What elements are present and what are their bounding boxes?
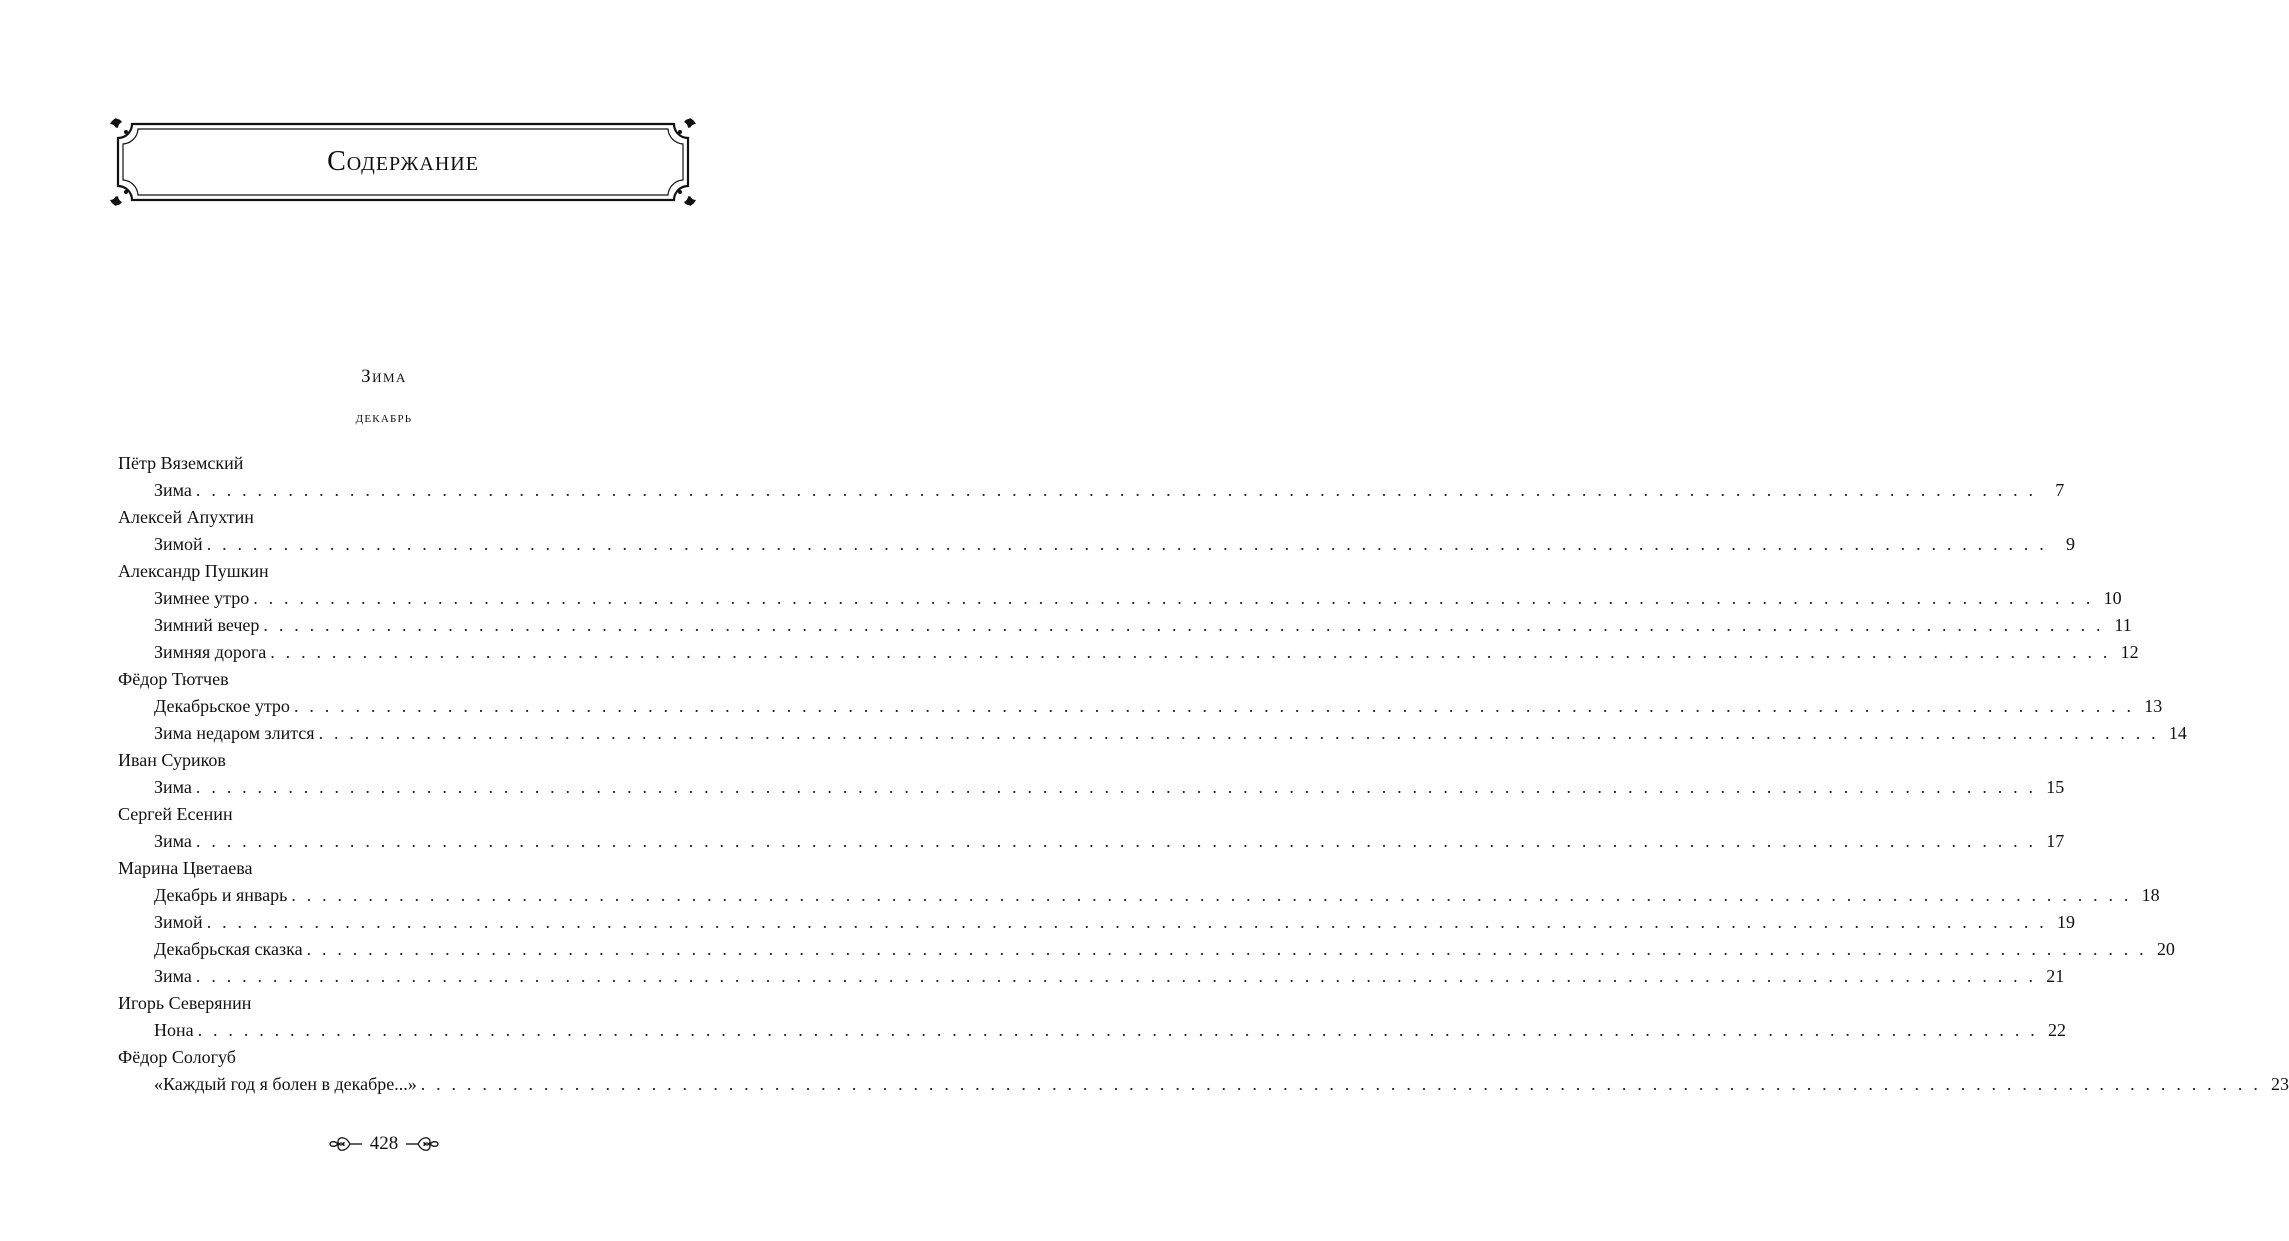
toc-entry-page: 18 [2141,885,2160,905]
right-flourish-icon [404,1133,440,1155]
toc-entry[interactable] [118,936,2175,963]
toc-entry-page: 12 [2120,642,2139,662]
toc-entry[interactable] [118,720,2187,747]
dot-leader: . . . . . . . . . . . . . . . . . . . . . . . . . . . . . . . . . . . . . . . . . . . . . . . . . . . . . . . . . . . . . . . . . . . . . . . . . . . . . . . . . . . . . . . . . . . . . . . . . . . . . . . . . . . . . . . . . . . . . . . . [206,534,2047,554]
dot-leader: . . . . . . . . . . . . . . . . . . . . . . . . . . . . . . . . . . . . . . . . . . . . . . . . . . . . . . . . . . . . . . . . . . . . . . . . . . . . . . . . . . . . . . . . . . . . . . . . . . . . . . . . . . . . . . . . . . . . . . . . [270,642,2111,662]
toc-entry-page: 17 [2046,831,2065,851]
dot-leader: . . . . . . . . . . . . . . . . . . . . . . . . . . . . . . . . . . . . . . . . . . . . . . . . . . . . . . . . . . . . . . . . . . . . . . . . . . . . . . . . . . . . . . . . . . . . . . . . . . . . . . . . . . . . . . . . . . . . . . . . [306,939,2147,959]
toc-author: Фёдор Сологуб [118,1047,236,1067]
dot-leader: . . . . . . . . . . . . . . . . . . . . . . . . . . . . . . . . . . . . . . . . . . . . . . . . . . . . . . . . . . . . . . . . . . . . . . . . . . . . . . . . . . . . . . . . . . . . . . . . . . . . . . . . . . . . . . . . . . . . . . . . [253,588,2094,608]
table-of-contents [118,450,2289,1098]
toc-entry[interactable] [118,639,2139,666]
page-number: 428 [369,1133,399,1154]
toc-entry-page: 11 [2114,615,2132,635]
toc-author: Игорь Северянин [118,993,252,1013]
toc-entry-title: Зима [154,777,192,797]
toc-entry-page: 19 [2057,912,2075,932]
toc-author: Александр Пушкин [118,561,269,581]
toc-entry-title: «Каждый год я болен в декабре...» [154,1074,417,1094]
toc-entry[interactable] [118,531,2075,558]
toc-entry-title: Декабрьская сказка [154,939,303,959]
toc-entry-page: 22 [2047,1020,2066,1040]
dot-leader: . . . . . . . . . . . . . . . . . . . . . . . . . . . . . . . . . . . . . . . . . . . . . . . . . . . . . . . . . . . . . . . . . . . . . . . . . . . . . . . . . . . . . . . . . . . . . . . . . . . . . . . . . . . . . . . . . . . . . . . . [195,966,2037,986]
toc-author: Иван Суриков [118,750,226,770]
toc-entry[interactable] [118,882,2160,909]
dot-leader: . . . . . . . . . . . . . . . . . . . . . . . . . . . . . . . . . . . . . . . . . . . . . . . . . . . . . . . . . . . . . . . . . . . . . . . . . . . . . . . . . . . . . . . . . . . . . . . . . . . . . . . . . . . . . . . . . . . . . . . . [197,1020,2038,1040]
toc-entry-title: Декабрь и январь [154,885,288,905]
toc-entry-title: Зима [154,966,192,986]
section-title: Зима [361,366,407,387]
page-title: Содержание [327,146,479,177]
toc-entry-title: Зимнее утро [154,588,250,608]
toc-author: Марина Цветаева [118,858,253,878]
toc-entry[interactable] [118,1017,2066,1044]
dot-leader: . . . . . . . . . . . . . . . . . . . . . . . . . . . . . . . . . . . . . . . . . . . . . . . . . . . . . . . . . . . . . . . . . . . . . . . . . . . . . . . . . . . . . . . . . . . . . . . . . . . . . . . . . . . . . . . . . . . . . . . . [195,480,2037,500]
toc-entry[interactable] [118,1071,2289,1098]
toc-entry-title: Нона [154,1020,194,1040]
toc-entry[interactable] [118,612,2132,639]
toc-entry-page: 15 [2046,777,2065,797]
dot-leader: . . . . . . . . . . . . . . . . . . . . . . . . . . . . . . . . . . . . . . . . . . . . . . . . . . . . . . . . . . . . . . . . . . . . . . . . . . . . . . . . . . . . . . . . . . . . . . . . . . . . . . . . . . . . . . . . . . . . . . . . [263,615,2104,635]
page-footer [0,1128,768,1160]
toc-author: Фёдор Тютчев [118,669,229,689]
toc-entry[interactable] [118,585,2122,612]
dot-leader: . . . . . . . . . . . . . . . . . . . . . . . . . . . . . . . . . . . . . . . . . . . . . . . . . . . . . . . . . . . . . . . . . . . . . . . . . . . . . . . . . . . . . . . . . . . . . . . . . . . . . . . . . . . . . . . . . . . . . . . . [206,912,2047,932]
toc-entry[interactable] [118,774,2065,801]
toc-entry-page: 23 [2271,1074,2289,1094]
toc-author: Пётр Вяземский [118,453,244,473]
toc-entry[interactable] [118,909,2075,936]
toc-entry-page: 14 [2168,723,2187,743]
toc-entry-page: 20 [2156,939,2175,959]
subsection-title: декабрь [355,410,413,426]
toc-entry-title: Зима [154,831,192,851]
toc-entry-title: Зима [154,480,192,500]
dot-leader: . . . . . . . . . . . . . . . . . . . . . . . . . . . . . . . . . . . . . . . . . . . . . . . . . . . . . . . . . . . . . . . . . . . . . . . . . . . . . . . . . . . . . . . . . . . . . . . . . . . . . . . . . . . . . . . . . . . . . . . . [291,885,2132,905]
toc-entry-title: Зимняя дорога [154,642,267,662]
toc-entry-page: 21 [2046,966,2065,986]
toc-entry[interactable] [118,477,2065,504]
toc-entry[interactable] [118,693,2163,720]
toc-entry-page: 9 [2066,534,2075,554]
toc-entry-title: Зимой [154,912,203,932]
toc-entry-title: Зимой [154,534,203,554]
toc-author: Алексей Апухтин [118,507,254,527]
toc-entry-title: Зима недаром злится [154,723,315,743]
toc-entry-page: 13 [2144,696,2163,716]
toc-entry-title: Декабрьское утро [154,696,290,716]
dot-leader: . . . . . . . . . . . . . . . . . . . . . . . . . . . . . . . . . . . . . . . . . . . . . . . . . . . . . . . . . . . . . . . . . . . . . . . . . . . . . . . . . . . . . . . . . . . . . . . . . . . . . . . . . . . . . . . . . . . . . . . . [195,777,2037,797]
left-flourish-icon [328,1133,364,1155]
toc-author: Сергей Есенин [118,804,233,824]
toc-entry-page: 10 [2103,588,2122,608]
toc-entry[interactable] [118,963,2065,990]
dot-leader: . . . . . . . . . . . . . . . . . . . . . . . . . . . . . . . . . . . . . . . . . . . . . . . . . . . . . . . . . . . . . . . . . . . . . . . . . . . . . . . . . . . . . . . . . . . . . . . . . . . . . . . . . . . . . . . . . . . . . . . . [318,723,2159,743]
dot-leader: . . . . . . . . . . . . . . . . . . . . . . . . . . . . . . . . . . . . . . . . . . . . . . . . . . . . . . . . . . . . . . . . . . . . . . . . . . . . . . . . . . . . . . . . . . . . . . . . . . . . . . . . . . . . . . . . . . . . . . . . [293,696,2135,716]
dot-leader: . . . . . . . . . . . . . . . . . . . . . . . . . . . . . . . . . . . . . . . . . . . . . . . . . . . . . . . . . . . . . . . . . . . . . . . . . . . . . . . . . . . . . . . . . . . . . . . . . . . . . . . . . . . . . . . . . . . . . . . . [195,831,2037,851]
toc-entry-page: 7 [2055,480,2065,500]
dot-leader: . . . . . . . . . . . . . . . . . . . . . . . . . . . . . . . . . . . . . . . . . . . . . . . . . . . . . . . . . . . . . . . . . . . . . . . . . . . . . . . . . . . . . . . . . . . . . . . . . . . . . . . . . . . . . . . . . . . . . . . . [420,1074,2262,1094]
toc-entry-title: Зимний вечер [154,615,260,635]
toc-entry[interactable] [118,828,2065,855]
